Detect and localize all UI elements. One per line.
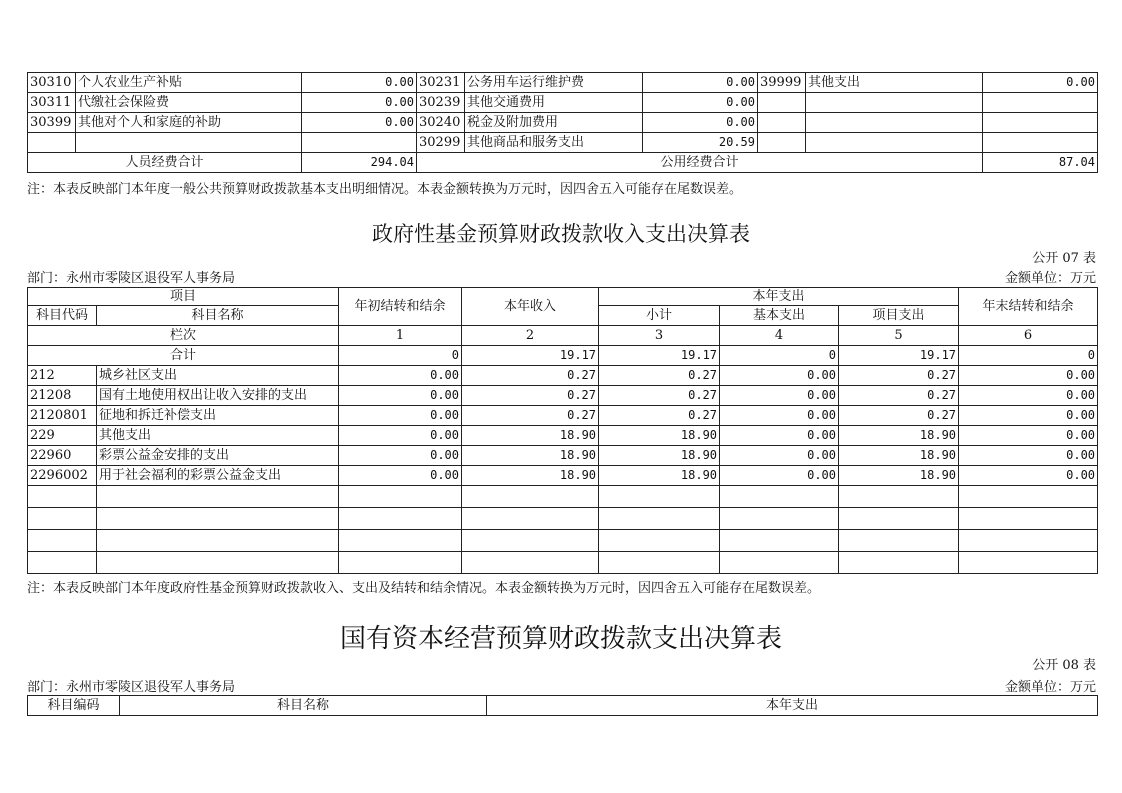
empty-cell <box>97 486 339 508</box>
amount-cell: 0.00 <box>720 386 839 406</box>
name-cell <box>806 133 983 153</box>
empty-cell <box>959 508 1098 530</box>
amount-cell: 0.00 <box>339 426 462 446</box>
name-cell <box>806 113 983 133</box>
empty-row <box>28 486 1098 508</box>
header-basic: 基本支出 <box>720 306 839 326</box>
column-number: 5 <box>839 326 959 346</box>
note-basic-expense: 注：本表反映部门本年度一般公共预算财政拨款基本支出明细情况。本表金额转换为万元时，因四舍五入可能存在尾数误差。 <box>27 182 743 197</box>
amount-cell <box>302 133 417 153</box>
amount-cell: 0.00 <box>720 466 839 486</box>
subject-code: 22960 <box>28 446 97 466</box>
amount-cell: 18.90 <box>599 426 720 446</box>
amount-cell: 0.27 <box>599 406 720 426</box>
total-value: 19.17 <box>839 346 959 366</box>
amount-cell: 0.00 <box>643 93 758 113</box>
table-row <box>28 386 1098 406</box>
header-code: 科目代码 <box>28 306 97 326</box>
empty-row <box>28 530 1098 552</box>
amount-cell: 0.00 <box>959 406 1098 426</box>
fund-budget-table <box>27 287 1098 574</box>
empty-cell <box>339 508 462 530</box>
amount-cell: 0.27 <box>599 386 720 406</box>
amount-cell: 0.00 <box>983 73 1098 93</box>
amount-cell <box>983 133 1098 153</box>
code-cell: 30239 <box>417 93 465 113</box>
amount-cell: 0.00 <box>302 73 417 93</box>
section2-table-code: 公开 07 表 <box>1032 251 1096 266</box>
table-row <box>28 366 1098 386</box>
amount-cell: 18.90 <box>462 466 599 486</box>
public-total-label: 公用经费合计 <box>417 153 983 173</box>
header-project: 项目支出 <box>839 306 959 326</box>
amount-cell: 18.90 <box>839 446 959 466</box>
total-value: 0 <box>720 346 839 366</box>
empty-cell <box>839 530 959 552</box>
subject-name: 其他支出 <box>97 426 339 446</box>
amount-cell: 18.90 <box>599 466 720 486</box>
total-row <box>28 346 1098 366</box>
table-row <box>28 446 1098 466</box>
name-cell: 其他商品和服务支出 <box>465 133 643 153</box>
amount-cell: 0.00 <box>720 406 839 426</box>
code-cell <box>28 133 76 153</box>
empty-cell <box>462 530 599 552</box>
code-cell: 39999 <box>758 73 806 93</box>
code-cell: 30311 <box>28 93 76 113</box>
header-end-balance: 年末结转和结余 <box>959 288 1098 326</box>
amount-cell: 0.00 <box>302 93 417 113</box>
section2-unit: 金额单位：万元 <box>1004 271 1096 286</box>
basic-expense-detail-table <box>27 72 1098 173</box>
empty-cell <box>720 486 839 508</box>
empty-cell <box>339 486 462 508</box>
code-cell: 30231 <box>417 73 465 93</box>
header-begin-balance: 年初结转和结余 <box>339 288 462 326</box>
empty-cell <box>720 552 839 574</box>
amount-cell: 18.90 <box>839 426 959 446</box>
subject-name: 国有土地使用权出让收入安排的支出 <box>97 386 339 406</box>
column-number: 1 <box>339 326 462 346</box>
section3-unit: 金额单位：万元 <box>1004 680 1096 695</box>
amount-cell: 0.00 <box>339 446 462 466</box>
empty-cell <box>599 552 720 574</box>
empty-cell <box>339 530 462 552</box>
code-cell <box>758 113 806 133</box>
total-value: 19.17 <box>599 346 720 366</box>
empty-cell <box>720 530 839 552</box>
amount-cell: 0.00 <box>959 466 1098 486</box>
subject-code: 229 <box>28 426 97 446</box>
amount-cell: 0.00 <box>643 113 758 133</box>
header-subject-code: 科目编码 <box>28 696 120 716</box>
amount-cell: 0.00 <box>720 446 839 466</box>
column-label: 栏次 <box>28 326 339 346</box>
empty-cell <box>839 486 959 508</box>
amount-cell: 0.00 <box>959 366 1098 386</box>
code-cell: 30399 <box>28 113 76 133</box>
name-cell: 其他支出 <box>806 73 983 93</box>
empty-cell <box>97 552 339 574</box>
code-cell <box>758 133 806 153</box>
empty-cell <box>599 486 720 508</box>
total-value: 0 <box>339 346 462 366</box>
empty-cell <box>28 552 97 574</box>
empty-cell <box>720 508 839 530</box>
name-cell: 个人农业生产补贴 <box>76 73 302 93</box>
state-capital-table <box>27 695 1098 716</box>
header-name: 科目名称 <box>97 306 339 326</box>
empty-cell <box>839 508 959 530</box>
amount-cell: 0.00 <box>643 73 758 93</box>
table-row <box>28 93 1098 113</box>
amount-cell: 0.00 <box>339 386 462 406</box>
amount-cell: 0.27 <box>462 366 599 386</box>
total-label: 合计 <box>28 346 339 366</box>
column-number: 3 <box>599 326 720 346</box>
empty-cell <box>599 530 720 552</box>
column-number: 6 <box>959 326 1098 346</box>
subject-name: 城乡社区支出 <box>97 366 339 386</box>
amount-cell: 0.00 <box>339 366 462 386</box>
amount-cell: 0.00 <box>302 113 417 133</box>
header-item: 项目 <box>28 288 339 306</box>
table-row <box>28 466 1098 486</box>
empty-cell <box>339 552 462 574</box>
personnel-total-label: 人员经费合计 <box>28 153 302 173</box>
name-cell <box>76 133 302 153</box>
totals-row <box>28 153 1098 173</box>
amount-cell: 0.00 <box>339 466 462 486</box>
subject-code: 21208 <box>28 386 97 406</box>
amount-cell: 18.90 <box>462 446 599 466</box>
empty-cell <box>959 552 1098 574</box>
code-cell: 30299 <box>417 133 465 153</box>
total-value: 0 <box>959 346 1098 366</box>
amount-cell: 20.59 <box>643 133 758 153</box>
section3-table-code: 公开 08 表 <box>1032 658 1096 673</box>
name-cell: 其他交通费用 <box>465 93 643 113</box>
empty-cell <box>28 530 97 552</box>
personnel-total-value: 294.04 <box>302 153 417 173</box>
subject-name: 彩票公益金安排的支出 <box>97 446 339 466</box>
empty-cell <box>28 508 97 530</box>
table-row <box>28 133 1098 153</box>
header-expense: 本年支出 <box>599 288 959 306</box>
empty-cell <box>959 486 1098 508</box>
code-cell: 30310 <box>28 73 76 93</box>
empty-cell <box>839 552 959 574</box>
amount-cell: 18.90 <box>599 446 720 466</box>
name-cell: 公务用车运行维护费 <box>465 73 643 93</box>
empty-row <box>28 552 1098 574</box>
empty-cell <box>462 486 599 508</box>
empty-cell <box>462 552 599 574</box>
amount-cell: 0.00 <box>959 446 1098 466</box>
header-income: 本年收入 <box>462 288 599 326</box>
header-year-expense: 本年支出 <box>487 696 1098 716</box>
empty-cell <box>462 508 599 530</box>
amount-cell: 0.27 <box>462 386 599 406</box>
code-cell <box>758 93 806 113</box>
empty-cell <box>28 486 97 508</box>
name-cell <box>806 93 983 113</box>
amount-cell: 0.27 <box>599 366 720 386</box>
name-cell: 税金及附加费用 <box>465 113 643 133</box>
header-subtotal: 小计 <box>599 306 720 326</box>
amount-cell <box>983 93 1098 113</box>
empty-cell <box>97 530 339 552</box>
subject-name: 征地和拆迁补偿支出 <box>97 406 339 426</box>
column-number: 2 <box>462 326 599 346</box>
amount-cell: 0.00 <box>720 366 839 386</box>
column-number-row <box>28 326 1098 346</box>
empty-row <box>28 508 1098 530</box>
section3-title: 国有资本经营预算财政拨款支出决算表 <box>339 624 782 654</box>
subject-name: 用于社会福利的彩票公益金支出 <box>97 466 339 486</box>
note-fund-budget: 注：本表反映部门本年度政府性基金预算财政拨款收入、支出及结转和结余情况。本表金额转换为万元时，因四舍五入可能存在尾数误差。 <box>27 581 821 596</box>
name-cell: 代缴社会保险费 <box>76 93 302 113</box>
amount-cell: 0.27 <box>462 406 599 426</box>
subject-code: 2120801 <box>28 406 97 426</box>
amount-cell: 18.90 <box>462 426 599 446</box>
amount-cell: 18.90 <box>839 466 959 486</box>
header-subject-name: 科目名称 <box>120 696 487 716</box>
empty-cell <box>599 508 720 530</box>
table-row <box>28 113 1098 133</box>
amount-cell: 0.00 <box>959 426 1098 446</box>
amount-cell: 0.27 <box>839 386 959 406</box>
amount-cell <box>983 113 1098 133</box>
subject-code: 212 <box>28 366 97 386</box>
table-row <box>28 73 1098 93</box>
section2-title: 政府性基金预算财政拨款收入支出决算表 <box>372 222 750 246</box>
amount-cell: 0.00 <box>720 426 839 446</box>
empty-cell <box>959 530 1098 552</box>
amount-cell: 0.27 <box>839 406 959 426</box>
subject-code: 2296002 <box>28 466 97 486</box>
empty-cell <box>97 508 339 530</box>
column-number: 4 <box>720 326 839 346</box>
public-total-value: 87.04 <box>983 153 1098 173</box>
amount-cell: 0.27 <box>839 366 959 386</box>
table-row <box>28 426 1098 446</box>
section3-dept: 部门：永州市零陵区退役军人事务局 <box>27 680 236 695</box>
amount-cell: 0.00 <box>959 386 1098 406</box>
total-value: 19.17 <box>462 346 599 366</box>
name-cell: 其他对个人和家庭的补助 <box>76 113 302 133</box>
code-cell: 30240 <box>417 113 465 133</box>
amount-cell: 0.00 <box>339 406 462 426</box>
table-row <box>28 406 1098 426</box>
section2-dept: 部门：永州市零陵区退役军人事务局 <box>27 271 236 286</box>
